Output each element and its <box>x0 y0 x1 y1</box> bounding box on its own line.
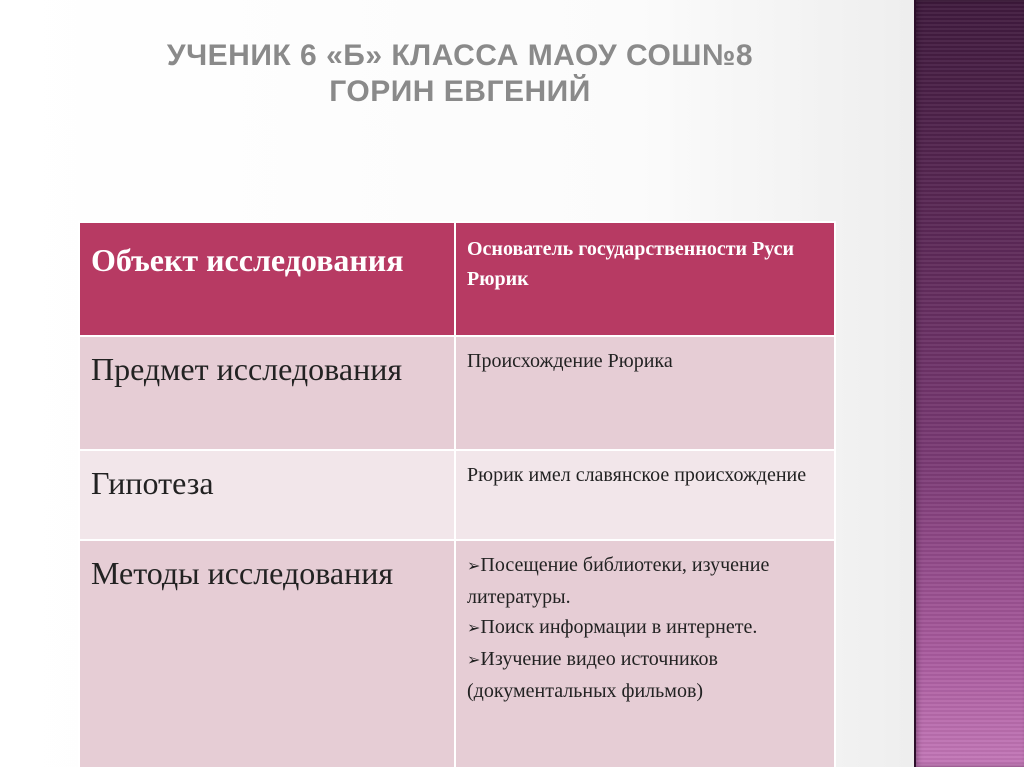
bullet-item <box>467 644 825 706</box>
methods-bullet-list <box>457 542 833 706</box>
table-cell-value <box>455 336 835 450</box>
bullet-text: Поиск информации в интернете. <box>480 616 758 638</box>
table-row-methods <box>79 540 835 768</box>
row-label-subject: Предмет исследования <box>91 351 403 387</box>
bullet-text: Изучение видео источников (документальных фильмов) <box>467 648 718 702</box>
title-line-2: ГОРИН ЕВГЕНИЙ <box>329 75 591 108</box>
table-cell-label <box>79 450 455 540</box>
row-value-object: Основатель государственности Руси Рюрик <box>467 238 795 290</box>
table-cell-label <box>79 540 455 768</box>
table-row-subject <box>79 336 835 450</box>
table-row-object <box>79 222 835 336</box>
decorative-side-panel <box>914 0 1024 767</box>
research-table <box>78 221 836 769</box>
row-label-methods: Методы исследования <box>91 555 394 591</box>
table-cell-value <box>455 540 835 768</box>
table-row-hypothesis <box>79 450 835 540</box>
table-cell-label <box>79 336 455 450</box>
row-value-hypothesis: Рюрик имел славянское происхождение <box>467 464 807 486</box>
row-value-subject: Происхождение Рюрика <box>467 350 673 372</box>
table-cell-value <box>455 222 835 336</box>
arrow-bullet-icon: ➢ <box>467 620 481 637</box>
bullet-item <box>467 550 825 612</box>
title-line-1: УЧЕНИК 6 «Б» КЛАССА МАОУ СОШ№8 <box>166 39 754 72</box>
bullet-text: Посещение библиотеки, изучение литературы. <box>467 554 770 608</box>
table-cell-value <box>455 450 835 540</box>
arrow-bullet-icon: ➢ <box>467 652 481 669</box>
side-panel-edge <box>914 0 916 767</box>
arrow-bullet-icon: ➢ <box>467 558 481 575</box>
slide-title <box>110 38 810 110</box>
table-cell-label <box>79 222 455 336</box>
bullet-item <box>467 612 825 644</box>
row-label-object: Объект исследования <box>91 242 404 278</box>
row-label-hypothesis: Гипотеза <box>91 465 214 501</box>
